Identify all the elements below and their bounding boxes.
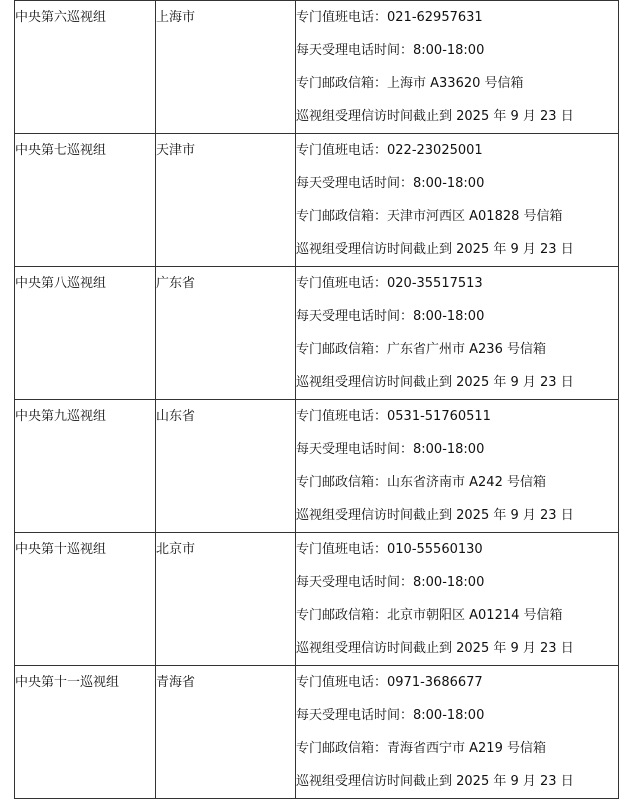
hours-line: 每天受理电话时间：8:00-18:00 <box>296 176 485 191</box>
phone-line: 专门值班电话：0531-51760511 <box>296 409 491 424</box>
hours-line: 每天受理电话时间：8:00-18:00 <box>296 43 485 58</box>
region-name: 上海市 <box>156 1 296 134</box>
group-name: 中央第十巡视组 <box>15 533 156 666</box>
group-name: 中央第九巡视组 <box>15 400 156 533</box>
mailbox-line: 专门邮政信箱：山东省济南市 A242 号信箱 <box>296 475 546 490</box>
mailbox-line: 专门邮政信箱：上海市 A33620 号信箱 <box>296 76 524 91</box>
region-name: 山东省 <box>156 400 296 533</box>
deadline-line: 巡视组受理信访时间截止到 2025 年 9 月 23 日 <box>296 508 574 523</box>
phone-line: 专门值班电话：0971-3686677 <box>296 675 483 690</box>
hours-line: 每天受理电话时间：8:00-18:00 <box>296 442 485 457</box>
deadline-line: 巡视组受理信访时间截止到 2025 年 9 月 23 日 <box>296 774 574 789</box>
contact-details <box>296 1 619 134</box>
deadline-line: 巡视组受理信访时间截止到 2025 年 9 月 23 日 <box>296 641 574 656</box>
table-row <box>15 134 619 267</box>
table-row <box>15 400 619 533</box>
mailbox-line: 专门邮政信箱：广东省广州市 A236 号信箱 <box>296 342 546 357</box>
group-name: 中央第七巡视组 <box>15 134 156 267</box>
table-row <box>15 666 619 799</box>
region-name: 广东省 <box>156 267 296 400</box>
mailbox-line: 专门邮政信箱：北京市朝阳区 A01214 号信箱 <box>296 608 563 623</box>
table-row <box>15 1 619 134</box>
group-name: 中央第十一巡视组 <box>15 666 156 799</box>
region-name: 北京市 <box>156 533 296 666</box>
phone-line: 专门值班电话：010-55560130 <box>296 542 483 557</box>
hours-line: 每天受理电话时间：8:00-18:00 <box>296 309 485 324</box>
hours-line: 每天受理电话时间：8:00-18:00 <box>296 575 485 590</box>
contact-details <box>296 533 619 666</box>
phone-line: 专门值班电话：020-35517513 <box>296 276 483 291</box>
region-name: 天津市 <box>156 134 296 267</box>
mailbox-line: 专门邮政信箱：青海省西宁市 A219 号信箱 <box>296 741 546 756</box>
contact-details <box>296 666 619 799</box>
group-name: 中央第六巡视组 <box>15 1 156 134</box>
group-name: 中央第八巡视组 <box>15 267 156 400</box>
contact-details <box>296 134 619 267</box>
table-row <box>15 267 619 400</box>
table-row <box>15 533 619 666</box>
deadline-line: 巡视组受理信访时间截止到 2025 年 9 月 23 日 <box>296 109 574 124</box>
inspection-contact-table <box>14 0 619 799</box>
phone-line: 专门值班电话：021-62957631 <box>296 10 483 25</box>
contact-details <box>296 400 619 533</box>
phone-line: 专门值班电话：022-23025001 <box>296 143 483 158</box>
hours-line: 每天受理电话时间：8:00-18:00 <box>296 708 485 723</box>
contact-details <box>296 267 619 400</box>
mailbox-line: 专门邮政信箱：天津市河西区 A01828 号信箱 <box>296 209 563 224</box>
deadline-line: 巡视组受理信访时间截止到 2025 年 9 月 23 日 <box>296 375 574 390</box>
deadline-line: 巡视组受理信访时间截止到 2025 年 9 月 23 日 <box>296 242 574 257</box>
region-name: 青海省 <box>156 666 296 799</box>
